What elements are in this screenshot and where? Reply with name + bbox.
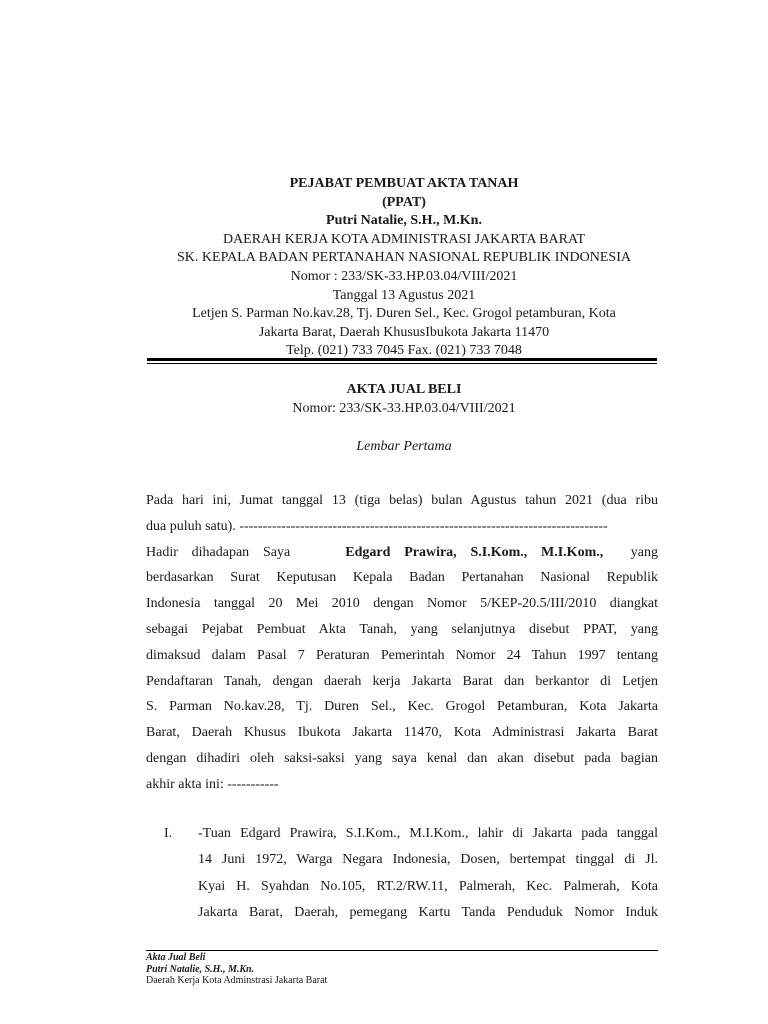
- paragraph-line: akhir akta ini: -----------: [146, 776, 279, 792]
- contact-line: Telp. (021) 733 7045 Fax. (021) 733 7048: [286, 343, 522, 359]
- ppat-name: Edgard Prawira, S.I.Kom., M.I.Kom.,: [345, 544, 604, 560]
- text-run: Hadir dihadapan Saya: [146, 544, 291, 560]
- work-area: DAERAH KERJA KOTA ADMINISTRASI JAKARTA BARAT: [222, 231, 586, 247]
- paragraph-line: berdasarkan Surat Keputusan Kepala Badan Pertanahan Nasional Republik: [146, 570, 658, 586]
- footer-official-name: Putri Natalie, S.H., M.Kn.: [146, 963, 255, 975]
- paragraph-line: dimaksud dalam Pasal 7 Peraturan Pemerintah Nomor 24 Tahun 1997 tentang: [146, 647, 658, 663]
- letterhead-divider-thin: [147, 363, 657, 364]
- paragraph-line: -Tuan Edgard Prawira, S.I.Kom., M.I.Kom., lahir di Jakarta pada tanggal: [198, 826, 658, 841]
- footer-divider: [146, 950, 658, 951]
- paragraph-line: dua puluh satu). -------------------------------------------------------------------------------: [146, 518, 608, 534]
- deed-opening-paragraph: [146, 488, 658, 798]
- footer-deed-title: Akta Jual Beli: [146, 952, 206, 963]
- decree-date: Tanggal 13 Agustus 2021: [332, 287, 476, 303]
- letterhead-divider-thick: [147, 358, 657, 361]
- deed-number: Nomor: 233/SK-33.HP.03.04/VIII/2021: [292, 401, 516, 416]
- office-title: PEJABAT PEMBUAT AKTA TANAH: [289, 176, 519, 191]
- decree-issuer: SK. KEPALA BADAN PERTANAHAN NASIONAL REPUBLIK INDONESIA: [177, 250, 631, 266]
- deed-title: AKTA JUAL BELI: [346, 382, 462, 397]
- deed-sheet-label: Lembar Pertama: [356, 439, 452, 454]
- office-abbreviation: (PPAT): [382, 194, 426, 210]
- text-run: yang: [630, 544, 659, 560]
- page-footer: [146, 952, 327, 987]
- paragraph-line: sebagai Pejabat Pembuat Akta Tanah, yang selanjutnya disebut PPAT, yang: [146, 621, 658, 637]
- item-number: I.: [164, 826, 173, 841]
- paragraph-line: 14 Juni 1972, Warga Negara Indonesia, Dosen, bertempat tinggal di Jl.: [198, 852, 658, 868]
- paragraph-line: dengan dihadiri oleh saksi-saksi yang saya kenal dan akan disebut pada bagian: [146, 750, 658, 766]
- address-line-1: Letjen S. Parman No.kav.28, Tj. Duren Sel., Kec. Grogol petamburan, Kota: [192, 306, 616, 322]
- paragraph-line: Jakarta Barat, Daerah, pemegang Kartu Tanda Penduduk Nomor Induk: [198, 905, 658, 921]
- paragraph-line: Indonesia tanggal 20 Mei 2010 dengan Nomor 5/KEP-20.5/III/2010 diangkat: [146, 596, 658, 612]
- item-text: [198, 821, 658, 927]
- paragraph-line: Barat, Daerah Khusus Ibukota Jakarta 11470, Kota Administrasi Jakarta Barat: [146, 725, 658, 741]
- decree-number: Nomor : 233/SK-33.HP.03.04/VIII/2021: [290, 268, 518, 284]
- paragraph-line: Kyai H. Syahdan No.105, RT.2/RW.11, Palmerah, Kec. Palmerah, Kota: [198, 878, 658, 894]
- official-name: Putri Natalie, S.H., M.Kn.: [326, 213, 482, 229]
- footer-work-area: Daerah Kerja Kota Adminstrasi Jakarta Barat: [146, 975, 328, 986]
- paragraph-line: [146, 540, 658, 566]
- paragraph-line: Pada hari ini, Jumat tanggal 13 (tiga belas) bulan Agustus tahun 2021 (dua ribu: [146, 493, 658, 508]
- letterhead: [100, 175, 708, 361]
- paragraph-line: S. Parman No.kav.28, Tj. Duren Sel., Kec. Grogol Petamburan, Kota Jakarta: [146, 699, 658, 715]
- paragraph-line: Pendaftaran Tanah, dengan daerah kerja Jakarta Barat dan berkantor di Letjen: [146, 673, 658, 689]
- address-line-2: Jakarta Barat, Daerah KhususIbukota Jakarta 11470: [258, 324, 550, 340]
